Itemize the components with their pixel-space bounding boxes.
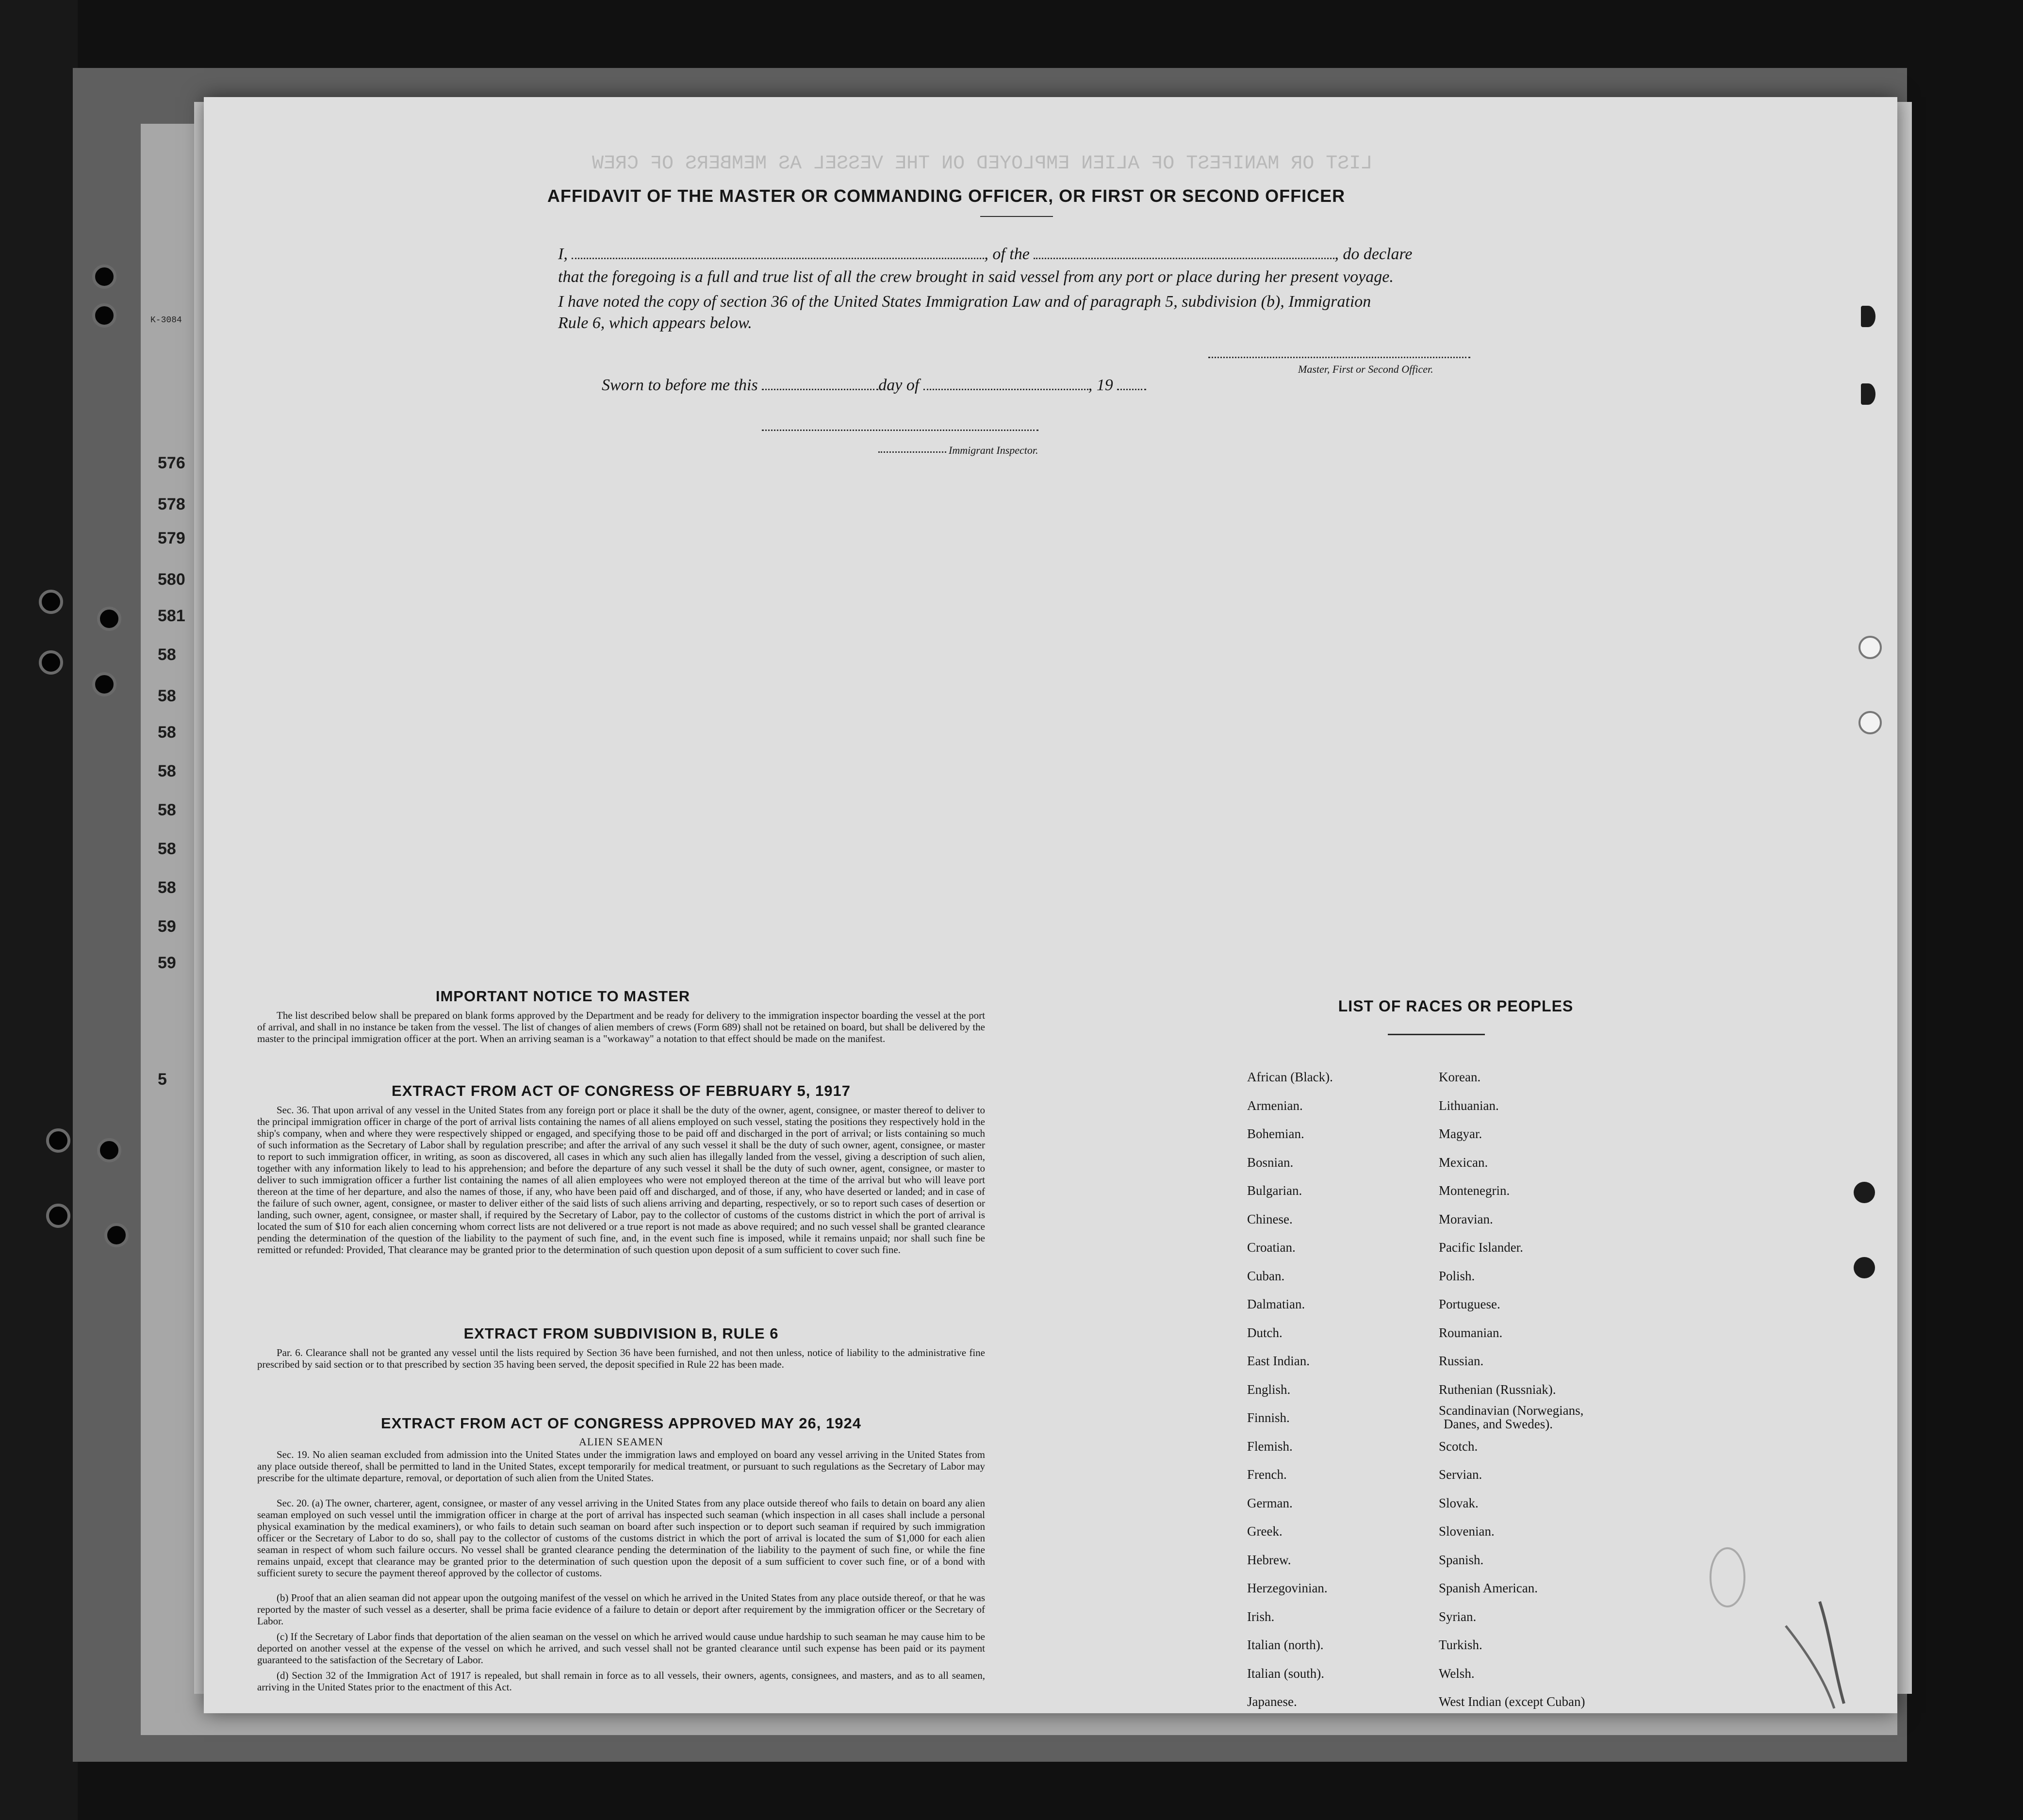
binder-hole (92, 303, 116, 328)
race-item: Bulgarian. (1247, 1183, 1302, 1198)
divider (1388, 1034, 1485, 1035)
extract-1924-sec20a: Sec. 20. (a) The owner, charterer, agent, consignee, or master of any vessel arriving in the United States from any place outside thereof who fails to detain on board any alien seaman employed on such vessel until the immigration officer in charge at the port of arrival has inspected such seaman (which inspection in all cases shall include a personal physical examination by the medical examiners), or who fails to detain such seaman on board after such inspection or to deport such seaman if required by such immigration officer or the Secretary of Labor to do so, shall pay to the collector of customs of the customs district in which the port of arrival is located the sum of $1,000 for each alien seaman in respect of whom such failure occurs. No vessel shall be granted clearance pending the determination of the liability to the payment of such fine, or while the fine remains unpaid, except that clearance may be granted prior to the determination of such question upon the deposit of a sum sufficient to cover such fine, or of a bond with sufficient surety to secure the payment thereof approved by the collector of customs. (257, 1497, 985, 1579)
right-edge-mark (1854, 1182, 1875, 1203)
row-number: 58 (158, 840, 176, 858)
sworn-prefix: Sworn to before me this (602, 376, 758, 394)
race-item: Armenian. (1247, 1098, 1303, 1113)
row-number: 576 (158, 454, 185, 472)
binder-hole (39, 650, 63, 675)
race-item: Bohemian. (1247, 1126, 1304, 1141)
race-item: Russian. (1439, 1354, 1484, 1368)
race-item: Syrian. (1439, 1609, 1477, 1624)
extract-1924-title: EXTRACT FROM ACT OF CONGRESS APPROVED MAY 26, 1924 (381, 1415, 861, 1432)
row-number: 59 (158, 954, 176, 972)
race-item: Greek. (1247, 1524, 1283, 1539)
race-item: Italian (south). (1247, 1666, 1324, 1681)
races-column-2 (1439, 1063, 1585, 1716)
race-item: Servian. (1439, 1467, 1482, 1482)
i-label: I, (558, 245, 568, 263)
notice-body: The list described below shall be prepared on blank forms approved by the Department and be ready for delivery to the immigration inspector boarding the vessel at the port of arrival, and shall in no instance be taken from the vessel. The list of changes of alien members of crews (Form 689) shall not be retained on board, but shall be delivered by the master to the principal immigration officer at the port. When an arriving seaman is a "workaway" a notation to that effect should be made on the manifest. (257, 1009, 985, 1044)
race-item: Pacific Islander. (1439, 1240, 1523, 1255)
binder-hole (97, 1138, 121, 1162)
race-item: Chinese. (1247, 1211, 1293, 1226)
inspector-label: Immigrant Inspector. (949, 444, 1038, 456)
right-edge-mark (1861, 383, 1875, 405)
race-item: West Indian (except Cuban) (1439, 1694, 1585, 1709)
race-item: Polish. (1439, 1268, 1475, 1283)
month-blank[interactable] (923, 385, 1088, 390)
of-the-label: , of the (984, 245, 1030, 263)
race-item: Finnish. (1247, 1410, 1290, 1425)
right-edge-mark (1854, 1257, 1875, 1278)
race-item: Bosnian. (1247, 1155, 1294, 1170)
race-item: Spanish American. (1439, 1581, 1538, 1595)
inspector-dots (878, 451, 946, 453)
race-item: Cuban. (1247, 1268, 1285, 1283)
row-number: 5 (158, 1070, 167, 1089)
sworn-line (602, 376, 1146, 395)
row-number: 579 (158, 529, 185, 547)
race-item: Dalmatian. (1247, 1297, 1305, 1311)
stamp-text: K-3084 (150, 315, 182, 325)
affidavit-line-3: I have noted the copy of section 36 of the United States Immigration Law and of paragraph 5, subdivision (b), Immigration (558, 293, 1371, 311)
race-item: Moravian. (1439, 1211, 1493, 1226)
row-number: 581 (158, 607, 185, 625)
rule6-title: EXTRACT FROM SUBDIVISION B, RULE 6 (463, 1325, 779, 1342)
affidavit-line-1 (558, 245, 1703, 264)
notice-title: IMPORTANT NOTICE TO MASTER (435, 988, 691, 1005)
row-number: 578 (158, 495, 185, 513)
race-item: Irish. (1247, 1609, 1275, 1624)
race-item: Hebrew. (1247, 1552, 1291, 1567)
name-blank[interactable] (572, 254, 984, 259)
race-item: Montenegrin. (1439, 1183, 1510, 1198)
extract-1924-sec20c: (c) If the Secretary of Labor finds that deportation of the alien seaman on the vessel on which he arrived would cause undue hardship to such seaman he may cause him to be deported on another vessel at the expense of the vessel on which he arrived, and such vessel shall not be granted clearance until such expense has been paid or its payment guaranteed to the satisfaction of the Secretary of Labor. (257, 1631, 985, 1666)
inspector-signature-line[interactable] (762, 430, 1038, 431)
row-number: 58 (158, 878, 176, 897)
race-item-line: Danes, and Swedes). (1444, 1417, 1553, 1431)
year-blank[interactable] (1117, 385, 1146, 390)
race-item: Spanish. (1439, 1552, 1484, 1567)
row-number: 58 (158, 645, 176, 664)
binder-hole (46, 1128, 70, 1153)
binder-hole (39, 590, 63, 614)
race-item: Lithuanian. (1439, 1098, 1499, 1113)
binder-hole (46, 1204, 70, 1228)
races-title: LIST OF RACES OR PEOPLES (1338, 997, 1574, 1015)
row-number: 58 (158, 762, 176, 780)
extract-1924-subtitle: ALIEN SEAMEN (579, 1436, 663, 1448)
extract-1917-title: EXTRACT FROM ACT OF CONGRESS OF FEBRUARY 5, 1917 (392, 1082, 851, 1099)
vessel-blank[interactable] (1034, 254, 1334, 259)
binder-hole (92, 672, 116, 696)
extract-1924-sec19: Sec. 19. No alien seaman excluded from admission into the United States under the immigration laws and employed on board any vessel arriving in the United States from any place outside thereof, shall be permitted to land in the United States, except temporarily for medical treatment, or pursuant to such regulations as the Secretary of Labor may prescribe for the ultimate departure, removal, or deportation of such alien from the United States. (257, 1449, 985, 1484)
race-item: Ruthenian (Russniak). (1439, 1382, 1556, 1397)
race-item: Japanese. (1247, 1694, 1297, 1709)
race-item: French. (1247, 1467, 1287, 1482)
form-sheet (204, 97, 1897, 1713)
binder-strip (0, 0, 78, 1820)
bleed-through-title: LIST OR MANIFEST OF ALIEN EMPLOYED ON THE VESSEL AS MEMBERS OF CREW (592, 153, 1373, 175)
extract-1924-sec20d: (d) Section 32 of the Immigration Act of 1917 is repealed, but shall remain in force as to all vessels, their owners, agents, consignees, and masters, and as to all seamen, arriving in the United States prior to the enactment of this Act. (257, 1670, 985, 1693)
race-item: Croatian. (1247, 1240, 1296, 1255)
race-item: Portuguese. (1439, 1297, 1500, 1311)
row-number: 58 (158, 723, 176, 742)
right-edge-hole (1859, 636, 1882, 659)
row-number: 58 (158, 801, 176, 819)
race-item: German. (1247, 1495, 1293, 1510)
race-item: Turkish. (1439, 1638, 1482, 1652)
extract-1924-sec20b: (b) Proof that an alien seaman did not appear upon the outgoing manifest of the vessel on which he arrived in the United States from any place outside thereof, or that he was reported by the master of such vessel as a deserter, shall be prima facie evidence of a failure to detain or deport after requirement by the immigration officer or the Secretary of Labor. (257, 1592, 985, 1627)
race-item-line: Scandinavian (Norwegians, (1439, 1403, 1584, 1418)
row-number: 59 (158, 917, 176, 936)
race-item: African (Black). (1247, 1070, 1333, 1084)
race-item: Slovak. (1439, 1495, 1479, 1510)
race-item: Roumanian. (1439, 1325, 1503, 1340)
race-item: Scotch. (1439, 1439, 1478, 1454)
race-item: Flemish. (1247, 1439, 1293, 1454)
race-item: Magyar. (1439, 1126, 1482, 1141)
pencil-marks (1660, 1543, 1863, 1718)
race-item: Slovenian. (1439, 1524, 1495, 1539)
race-item: Dutch. (1247, 1325, 1283, 1340)
master-label: Master, First or Second Officer. (1298, 363, 1433, 375)
row-number: 58 (158, 687, 176, 705)
race-item: East Indian. (1247, 1354, 1310, 1368)
race-item: Italian (north). (1247, 1638, 1324, 1652)
declare-label: , do declare (1334, 245, 1413, 263)
right-edge-hole (1859, 711, 1882, 734)
race-item: Welsh. (1439, 1666, 1475, 1681)
divider (980, 216, 1053, 217)
binder-hole (104, 1223, 129, 1247)
year-prefix: , 19 (1088, 376, 1113, 394)
race-item: Herzegovinian. (1247, 1581, 1328, 1595)
day-blank[interactable] (762, 385, 878, 390)
master-signature-line[interactable] (1208, 357, 1470, 358)
extract-1917-body: Sec. 36. That upon arrival of any vessel in the United States from any foreign port or place it shall be the duty of the owner, agent, consignee, or master thereof to deliver to the principal immigration officer in charge of the port of arrival lists containing the names of all aliens employed on such vessel, stating the positions they respectively hold in the ship's company, when and where they were respectively shipped or engaged, and specifying those to be paid off and discharged in the port of arrival; or lists containing so much of such information as the Secretary of Labor shall by regulation prescribe; and after the arrival of any such vessel it shall be the duty of such owner, agent, consignee, or master to report to such immigration officer, in writing, as soon as discovered, all cases in which any such alien has illegally landed from the vessel, giving a description of such alien, together with any information likely to lead to his apprehension; and before the departure of any such vessel it shall be the duty of such owner, agent, consignee, or master to deliver to such immigration officer a further list containing the names of all alien employees who were not employed thereon at the time of the arrival but who will leave port thereon at the time of her departure, and also the names of those, if any, who have been paid off and discharged, and of those, if any, who have deserted or landed; and in case of the failure of such owner, agent, consignee, or master to deliver either of the said lists of such aliens arriving and departing, respectively, or so to report such cases of desertion or landing, such owner, agent, consignee, or master shall, if required by the Secretary of Labor, pay to the collector of customs of the customs district in which the port of arrival is located the sum of $10 for each alien concerning whom correct lists are not delivered or a true report is not made as above required; and no such vessel shall be granted clearance pending the determination of the question of the liability to the payment of such fine, and, in the event such fine is imposed, while it remains unpaid; nor shall such fine be remitted or refunded: Provided, That clearance may be granted prior to the determination of such question upon deposit of a sum sufficient to cover such fine. (257, 1104, 985, 1256)
race-item: Mexican. (1439, 1155, 1488, 1170)
race-item: Korean. (1439, 1070, 1481, 1084)
binder-hole (97, 607, 121, 631)
day-of-label: day of (878, 376, 920, 394)
rule6-body: Par. 6. Clearance shall not be granted any vessel until the lists required by Section 36 have been furnished, and not then unless, notice of liability to the administrative fine prescribed by said section or to that prescribed by section 35 having been served, the deposit specified in Rule 22 has been made. (257, 1347, 985, 1370)
affidavit-line-2: that the foregoing is a full and true list of all the crew brought in said vessel from any port or place during her present voyage. (558, 268, 1394, 286)
row-number: 580 (158, 570, 185, 589)
affidavit-line-4: Rule 6, which appears below. (558, 314, 752, 332)
race-item (1439, 1404, 1585, 1432)
race-item: English. (1247, 1382, 1291, 1397)
binder-hole (92, 265, 116, 289)
right-edge-mark (1861, 306, 1875, 327)
races-column-1 (1247, 1063, 1333, 1716)
affidavit-title: AFFIDAVIT OF THE MASTER OR COMMANDING OFFICER, OR FIRST OR SECOND OFFICER (547, 186, 1346, 206)
